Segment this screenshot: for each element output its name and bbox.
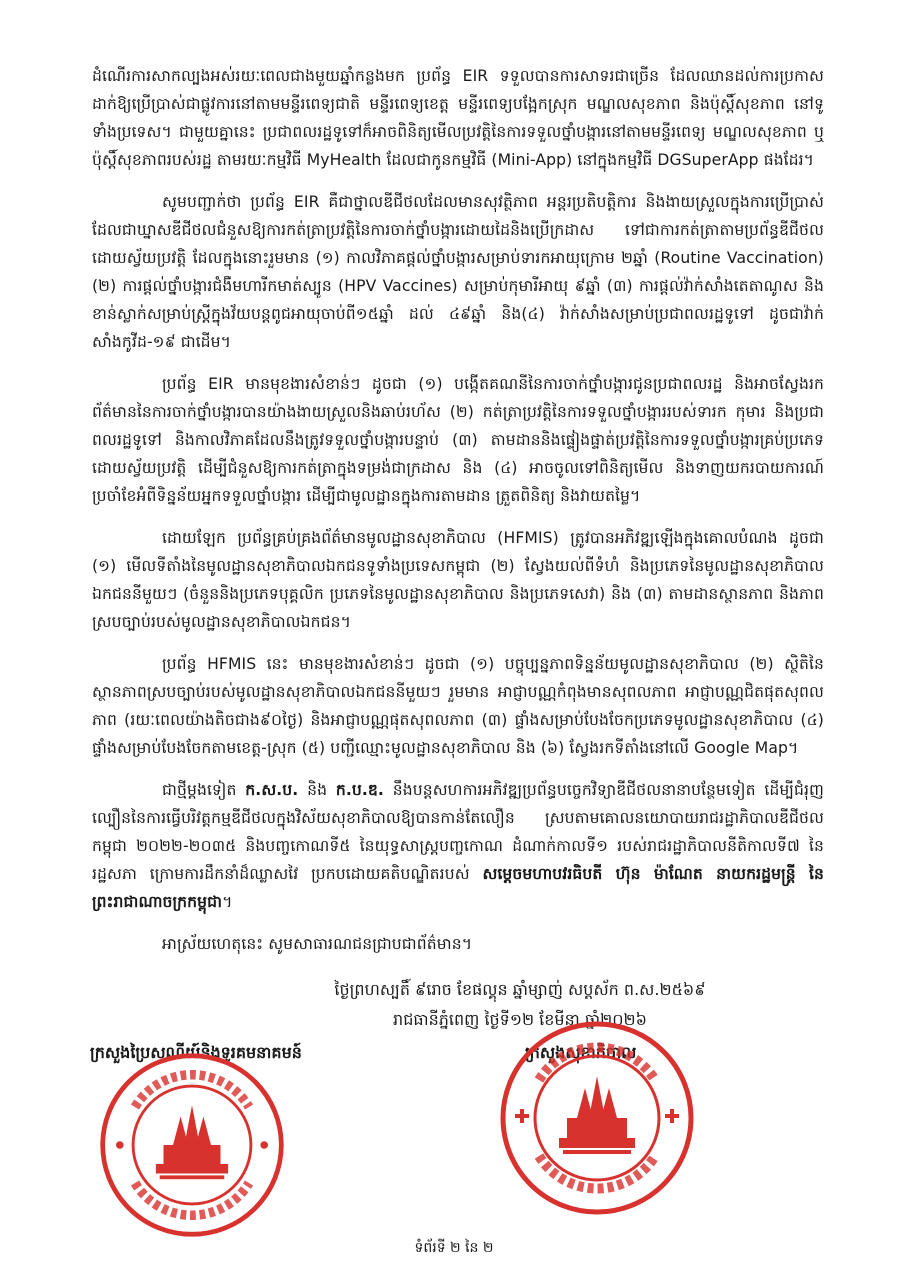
seal-right	[497, 1018, 697, 1218]
org-abbrev-2: ក.ប.ឌ.	[335, 781, 384, 799]
closing-end: ។	[222, 893, 233, 911]
org-abbrev-1: ក.ស.ប.	[245, 781, 299, 799]
signature-label-right: ក្រសួងសុខាភិបាល	[525, 1043, 637, 1062]
lunar-date: ថ្ងៃព្រហស្បតិ៍ ៩រោច ខែផល្គុន ឆ្នាំម្សាញ់ សប្តស័ក ព.ស.២៥៦៩	[334, 980, 706, 999]
paragraph-eir-definition: សូមបញ្ជាក់ថា ប្រព័ន្ធ EIR គឺជាថ្នាលឌីជីថលដែលមានសុវត្ថិភាព អន្តរប្រតិបត្តិការ និងងាយស្រួលក្នុងការប្រើប្រាស់ ដែលជាឃ្នាសឌីជីថលជំនួសឱ្យការកត់ត្រាប្រវត្តិនៃការចាក់ថ្នាំបង្ការដោយដៃនិងប្រើក្រដាស ទៅជាការកត់ត្រាតាមប្រព័ន្ធឌីជីថលដោយស្វ័យប្រវត្តិ ដែលក្នុងនោះរួមមាន (១) កាលវិភាគផ្តល់ថ្នាំបង្ការសម្រាប់ទារកអាយុក្រោម ២ឆ្នាំ (Routine Vaccination) (២) ការផ្តល់ថ្នាំបង្ការជំងឺមហារីកមាត់ស្បូន (HPV Vaccines) សម្រាប់កុមារីអាយុ ៩ឆ្នាំ (៣) ការផ្តល់វ៉ាក់សាំងតេតាណូស និងខាន់ស្លាក់សម្រាប់ស្ត្រីក្នុងវ័យបន្តពូជអាយុចាប់ពី១៥ឆ្នាំ ដល់ ៤៩ឆ្នាំ និង(៤) វ៉ាក់សាំងសម្រាប់ប្រជាពលរដ្ឋទូទៅ ដូចជាវ៉ាក់សាំងកូវីដ-១៩ ជាដើម។	[92, 193, 824, 351]
seal-right-temple-icon	[559, 1076, 635, 1154]
paragraph-notice: អាស្រ័យហេតុនេះ សូមសាធារណជនជ្រាបជាព័ត៌មាន។	[162, 935, 473, 953]
paragraph-eir-rollout: ដំណើរការសាកល្បងអស់រយៈពេលជាងមួយឆ្នាំកន្លងមក ប្រព័ន្ធ EIR ទទួលបានការសាទរជាច្រើន ដែលឈានដល់ការប្រកាសដាក់ឱ្យប្រើប្រាស់ជាផ្លូវការនៅតាមមន្ទីរពេទ្យជាតិ មន្ទីរពេទ្យខេត្ត មន្ទីរពេទ្យបង្អែកស្រុក មណ្ឌលសុខភាព និងប៉ុស្តិ៍សុខភាព នៅទូទាំងប្រទេស។ ជាមួយគ្នានេះ ប្រជាពលរដ្ឋទូទៅក៏អាចពិនិត្យមើលប្រវត្តិនៃការទទួលថ្នាំបង្ការនៅតាមមន្ទីរពេទ្យ មណ្ឌលសុខភាព ឬប៉ុស្តិ៍សុខភាពរបស់រដ្ឋ តាមរយៈកម្មវិធី MyHealth ដែលជាកូនកម្មវិធី (Mini-App) នៅក្នុងកម្មវិធី DGSuperApp ផងដែរ។	[92, 67, 824, 169]
closing-text-1: ជាថ្មីម្តងទៀត	[162, 781, 246, 799]
leader-name: សម្តេចមហាបវរធិបតី ហ៊ុន ម៉ាណែត នាយករដ្ឋមន្ត្រី នៃព្រះរាជាណាចក្រកម្ពុជា	[92, 865, 824, 911]
paragraph-hfmis-functions: ប្រព័ន្ធ HFMIS នេះ មានមុខងារសំខាន់ៗ ដូចជា (១) បច្ចុប្បន្នភាពទិន្នន័យមូលដ្ឋានសុខាភិបាល (២) ស្ថិតិនៃស្ថានភាពស្របច្បាប់របស់មូលដ្ឋានសុខាភិបាលឯកជននីមួយៗ រួមមាន អាជ្ញាបណ្ណកំពុងមានសុពលភាព អាជ្ញាបណ្ណជិតផុតសុពលភាព (រយៈពេលយ៉ាងតិចជាង៩០ថ្ងៃ) និងអាជ្ញាបណ្ណផុតសុពលភាព (៣) ផ្ទាំងសម្រាប់បែងចែកប្រភេទមូលដ្ឋានសុខាភិបាល (៤) ផ្ទាំងសម្រាប់បែងចែកតាមខេត្ត-ស្រុក (៥) បញ្ជីឈ្មោះមូលដ្ឋានសុខាភិបាល និង (៦) ស្វែងរកទីតាំងនៅលើ Google Map។	[92, 655, 824, 757]
paragraph-hfmis-purpose: ដោយឡែក ប្រព័ន្ធគ្រប់គ្រងព័ត៌មានមូលដ្ឋានសុខាភិបាល (HFMIS) ត្រូវបានអភិវឌ្ឍឡើងក្នុងគោលបំណង ដូចជា (១) មើលទីតាំងនៃមូលដ្ឋានសុខាភិបាលឯកជនទូទាំងប្រទេសកម្ពុជា (២) ស្វែងយល់ពីទំហំ និងប្រភេទនៃមូលដ្ឋានសុខាភិបាលឯកជននីមួយៗ (ចំនួននិងប្រភេទបុគ្គលិក ប្រភេទនៃមូលដ្ឋានសុខាភិបាល និងប្រភេទសេវា) និង (៣) តាមដានស្ថានភាព និងភាពស្របច្បាប់របស់មូលដ្ឋានសុខាភិបាលឯកជន។	[92, 529, 824, 631]
paragraph-closing	[92, 776, 824, 916]
seal-left	[97, 1050, 287, 1240]
document-body	[92, 62, 824, 972]
seal-left-temple-icon	[156, 1105, 228, 1179]
closing-text-2: នឹងបន្តសហការអភិវឌ្ឍប្រព័ន្ធបច្ចេកវិទ្យាឌីជីថលនានាបន្ថែមទៀត ដើម្បីជំរុញល្បឿននៃការធ្វើបរិវត្តកម្មឌីជីថលក្នុងវិស័យសុខាភិបាលឱ្យបានកាន់តែលឿន ស្របតាមគោលនយោបាយរាជរដ្ឋាភិបាលឌីជីថលកម្ពុជា ២០២២-២០៣៥ និងបញ្ចកោណទី៥ នៃយុទ្ធសាស្ត្របញ្ចកោណ ដំណាក់កាលទី១ របស់រាជរដ្ឋាភិបាលនីតិកាលទី៧ នៃរដ្ឋសភា ក្រោមការដឹកនាំដ៏ឈ្លាសវៃ ប្រកបដោយគតិបណ្ឌិតរបស់	[92, 781, 824, 883]
page-number: ទំព័រទី ២ នៃ ២	[414, 1240, 494, 1256]
gregorian-date: រាជធានីភ្នំពេញ ថ្ងៃទី១២ ខែមីនា ឆ្នាំ២០២៦	[393, 1010, 647, 1029]
signature-label-left: ក្រសួងប្រៃសណីយ៍និងទូរគមនាគមន៍	[90, 1043, 302, 1062]
paragraph-eir-functions: ប្រព័ន្ធ EIR មានមុខងារសំខាន់ៗ ដូចជា (១) បង្កើតគណនីនៃការចាក់ថ្នាំបង្ការជូនប្រជាពលរដ្ឋ និងអាចស្វែងរកព័ត៌មាននៃការចាក់ថ្នាំបង្ការបានយ៉ាងងាយស្រួលនិងឆាប់រហ័ស (២) កត់ត្រាប្រវត្តិនៃការទទួលថ្នាំបង្ការរបស់ទារក កុមារ និងប្រជាពលរដ្ឋទូទៅ និងកាលវិភាគដែលនឹងត្រូវទទួលថ្នាំបង្ការបន្ទាប់ (៣) តាមដាននិងផ្ទៀងផ្ទាត់ប្រវត្តិនៃការទទួលថ្នាំបង្ការគ្រប់ប្រភេទដោយស្វ័យប្រវត្តិ ដើម្បីជំនួសឱ្យការកត់ត្រាក្នុងទម្រង់ជាក្រដាស និង (៤) អាចចូលទៅពិនិត្យមើល និងទាញយករបាយការណ៍ប្រចាំខែអំពីទិន្នន័យអ្នកទទួលថ្នាំបង្ការ ដើម្បីជាមូលដ្ឋានក្នុងការតាមដាន ត្រួតពិនិត្យ និងវាយតម្លៃ។	[92, 375, 824, 505]
closing-text-and: និង	[298, 781, 336, 799]
